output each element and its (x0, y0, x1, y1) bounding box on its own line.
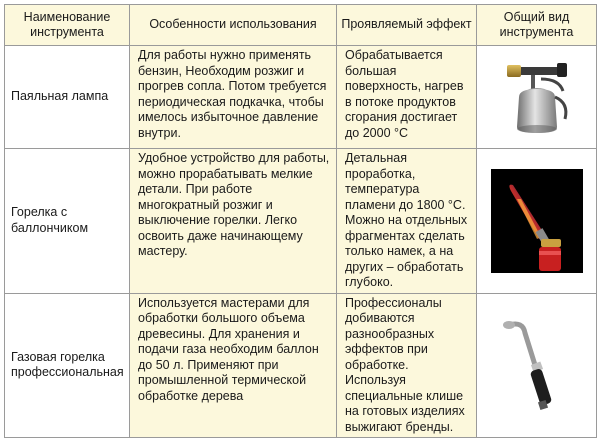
table-row (5, 46, 597, 149)
gas-canister-torch-icon (491, 169, 583, 273)
blowtorch-icon (489, 57, 585, 137)
professional-gas-torch-icon (495, 315, 579, 415)
effect-cell: Детальная проработка, температура пламени до 1800 °С. Можно на отдельных фрагментах сделать только намек, а на других – обработать глубоко. (337, 149, 477, 294)
tools-table (4, 4, 597, 438)
header-effect: Проявляемый эффект (337, 5, 477, 46)
usage-cell: Используется мастерами для обработки большого объема древесины. Для хранения и подачи газа необходим баллон до 50 л. Применяют при промышленной термической обработке дерева (130, 293, 337, 438)
header-appearance: Общий вид инструмента (477, 5, 597, 46)
tool-name-cell: Газовая горелка профессиональная (5, 293, 130, 438)
usage-cell: Для работы нужно применять бензин, Необходим розжиг и прогрев сопла. Потом требуется периодическая подкачка, чтобы имелось избыточное давление внутри. (130, 46, 337, 149)
usage-cell: Удобное устройство для работы, можно прорабатывать мелкие детали. При работе многократный розжиг и выключение горелки. Легко освоить даже начинающему мастеру. (130, 149, 337, 294)
table-header-row (5, 5, 597, 46)
header-tool-name: Наименование инструмента (5, 5, 130, 46)
header-usage: Особенности использования (130, 5, 337, 46)
appearance-cell (477, 46, 597, 149)
effect-cell: Обрабатывается большая поверхность, нагрев в потоке продуктов сгорания достигает до 2000 °С (337, 46, 477, 149)
tool-name-cell: Горелка с баллончиком (5, 149, 130, 294)
table-row (5, 149, 597, 294)
effect-cell: Профессионалы добиваются разнообразных эффектов при обработке. Используя специальные клише на готовых изделиях выжигают бренды. (337, 293, 477, 438)
tool-name-cell: Паяльная лампа (5, 46, 130, 149)
appearance-cell (477, 149, 597, 294)
